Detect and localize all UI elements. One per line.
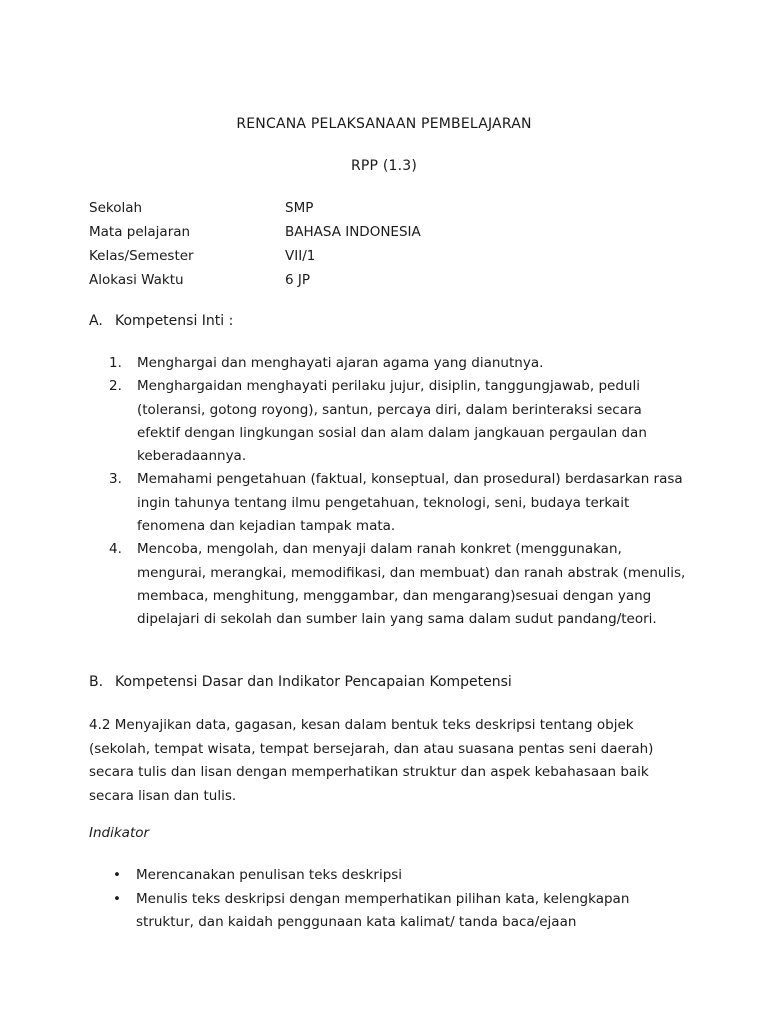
- info-row: [89, 248, 421, 272]
- list-text: Mencoba, mengolah, dan menyaji dalam ranah konkret (menggunakan, mengurai, merangkai, memodifikasi, dan membuat) dan ranah abstrak (menulis, membaca, menghitung, menggambar, dan mengarang)sesuai dengan yang dipelajari di sekolah dan sumber lain yang sama dalam sudut pandang/teori.: [137, 541, 686, 628]
- section-a-heading: [89, 313, 233, 329]
- section-b-letter: B.: [89, 674, 104, 690]
- kompetensi-dasar-paragraph: 4.2 Menyajikan data, gagasan, kesan dalam bentuk teks deskripsi tentang objek (sekolah, tempat wisata, tempat bersejarah, dan atau suasana pentas seni daerah) secara tulis dan lisan dengan memperhatikan struktur dan aspek kebahasaan baik secara lisan dan tulis.: [89, 717, 654, 804]
- info-table: [89, 200, 421, 296]
- bullet-icon: •: [113, 890, 121, 907]
- info-value: SMP: [285, 200, 314, 216]
- list-number: 1.: [109, 355, 122, 371]
- list-number: 2.: [109, 378, 122, 395]
- section-a-letter: A.: [89, 313, 103, 329]
- list-item: [113, 864, 673, 888]
- document-subtitle: RPP (1.3): [350, 158, 418, 174]
- document-title: RENCANA PELAKSANAAN PEMBELAJARAN: [236, 116, 532, 132]
- list-item: [109, 538, 689, 631]
- info-value: VII/1: [285, 248, 316, 264]
- list-number: 4.: [109, 541, 122, 558]
- section-b-title: Kompetensi Dasar dan Indikator Pencapaian Kompetensi: [115, 674, 512, 690]
- kompetensi-inti-list: [109, 352, 689, 632]
- section-a-title: Kompetensi Inti: [115, 313, 225, 329]
- list-text: Menulis teks deskripsi dengan memperhatikan pilihan kata, kelengkapan struktur, dan kaidah penggunaan kata kalimat/ tanda baca/ejaan: [136, 890, 630, 930]
- info-row: [89, 272, 421, 296]
- section-b-heading: [89, 674, 512, 690]
- list-text: Menghargai dan menghayati ajaran agama yang dianutnya.: [137, 355, 544, 371]
- info-value: BAHASA INDONESIA: [285, 224, 421, 240]
- info-label: Alokasi Waktu: [89, 272, 184, 288]
- list-item: [109, 352, 689, 375]
- info-value: 6 JP: [285, 272, 311, 288]
- list-item: [113, 888, 673, 935]
- list-number: 3.: [109, 471, 122, 488]
- info-row: [89, 200, 421, 224]
- info-label: Sekolah: [89, 200, 143, 216]
- list-text: Menghargaidan menghayati perilaku jujur, disiplin, tanggungjawab, peduli (toleransi, gotong royong), santun, percaya diri, dalam berinteraksi secara efektif dengan lingkungan sosial dan alam dalam jangkauan pergaulan dan keberadaannya.: [137, 378, 647, 465]
- info-label: Mata pelajaran: [89, 224, 191, 240]
- list-text: Merencanakan penulisan teks deskripsi: [136, 867, 403, 883]
- section-a-suffix: :: [224, 313, 234, 329]
- indikator-label: Indikator: [89, 825, 150, 841]
- list-text: Memahami pengetahuan (faktual, konseptual, dan prosedural) berdasarkan rasa ingin tahunya tentang ilmu pengetahuan, teknologi, seni, budaya terkait fenomena dan kejadian tampak mata.: [137, 471, 683, 535]
- bullet-icon: •: [113, 867, 121, 883]
- info-row: [89, 224, 421, 248]
- list-item: [109, 375, 689, 468]
- info-label: Kelas/Semester: [89, 248, 194, 264]
- list-item: [109, 468, 689, 538]
- indikator-list: [113, 864, 673, 935]
